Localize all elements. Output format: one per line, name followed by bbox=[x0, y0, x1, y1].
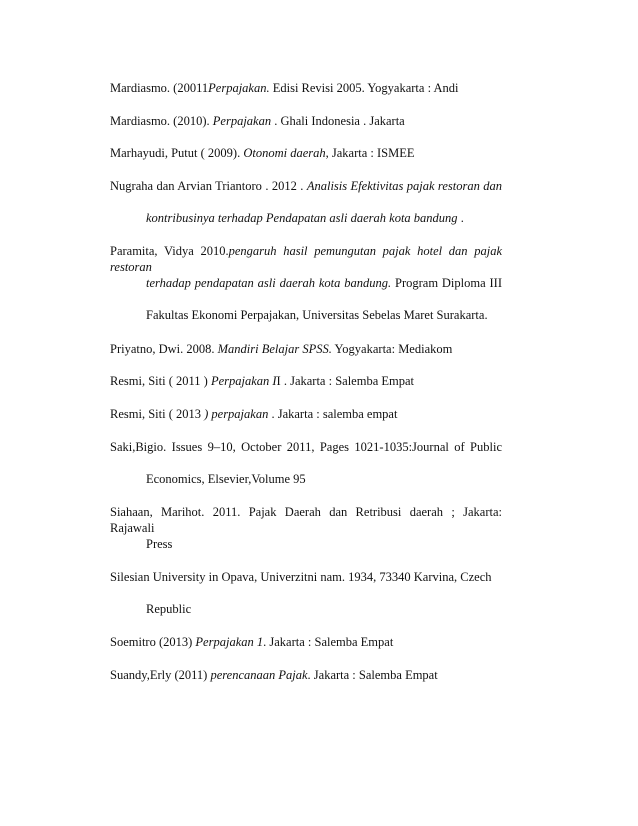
reference-line bbox=[110, 406, 502, 438]
reference-entry bbox=[110, 178, 502, 242]
reference-line bbox=[110, 178, 502, 210]
reference-text: . bbox=[457, 210, 464, 225]
reference-text: . Jakarta : Salemba Empat bbox=[307, 667, 438, 682]
reference-text: Silesian University in Opava, Univerzitni nam. 1934, 73340 Karvina, Czech bbox=[110, 570, 492, 584]
reference-entry bbox=[110, 80, 502, 112]
reference-line bbox=[110, 113, 502, 145]
reference-text: Press bbox=[146, 536, 173, 551]
reference-text: . Ghali Indonesia . Jakarta bbox=[271, 113, 405, 128]
reference-line bbox=[110, 569, 502, 601]
reference-text: Resmi, Siti ( 2011 ) bbox=[110, 374, 211, 389]
reference-entry bbox=[110, 243, 502, 339]
reference-text: Republic bbox=[146, 602, 192, 616]
reference-continuation-line bbox=[110, 210, 502, 242]
reference-text: Saki,Bigio. Issues 9–10, October 2011, Pages 1021-1035:Journal of Public bbox=[110, 439, 502, 454]
reference-text: . Jakarta : Salemba Empat bbox=[263, 635, 394, 650]
reference-entry bbox=[110, 569, 502, 633]
reference-line bbox=[110, 80, 502, 112]
italic-title-text: Perpajakan 1 bbox=[195, 635, 264, 650]
reference-text: Nugraha dan Arvian Triantoro . 2012 . bbox=[110, 178, 307, 193]
reference-text: Fakultas Ekonomi Perpajakan, Universitas Sebelas Maret Surakarta. bbox=[146, 308, 488, 322]
reference-entry bbox=[110, 113, 502, 145]
reference-text: Edisi Revisi 2005. Yogyakarta : Andi bbox=[269, 81, 459, 95]
italic-title-text: Perpajakan I bbox=[210, 374, 277, 389]
reference-line bbox=[110, 634, 502, 666]
reference-line bbox=[110, 243, 502, 275]
reference-entry bbox=[110, 341, 502, 373]
reference-continuation-line bbox=[110, 307, 502, 339]
reference-text: Marhayudi, Putut ( 2009). bbox=[110, 146, 244, 161]
reference-continuation-line bbox=[110, 275, 502, 307]
reference-continuation-line bbox=[110, 536, 502, 568]
italic-title-text: Otonomi daerah bbox=[243, 146, 326, 161]
reference-text: . Jakarta : salemba empat bbox=[268, 407, 398, 421]
italic-title-text: terhadap pendapatan asli daerah kota bandung. bbox=[146, 276, 392, 290]
reference-line bbox=[110, 439, 502, 471]
reference-text: Paramita, Vidya 2010. bbox=[110, 244, 229, 258]
reference-entry bbox=[110, 439, 502, 503]
reference-text: Yogyakarta: Mediakom bbox=[331, 341, 453, 356]
reference-text: Mardiasmo. (20011 bbox=[110, 81, 209, 95]
reference-entry bbox=[110, 406, 502, 438]
italic-title-text: kontribusinya terhadap Pendapatan asli daerah kota bandung bbox=[146, 210, 458, 225]
reference-entry bbox=[110, 145, 502, 177]
reference-text: I . Jakarta : Salemba Empat bbox=[276, 374, 414, 389]
italic-title-text: perencanaan Pajak bbox=[210, 667, 308, 682]
reference-line bbox=[110, 373, 502, 405]
reference-entry bbox=[110, 373, 502, 405]
reference-text: Resmi, Siti ( 2013 bbox=[110, 407, 205, 421]
reference-line bbox=[110, 504, 502, 536]
reference-continuation-line bbox=[110, 601, 502, 633]
reference-entry bbox=[110, 667, 502, 699]
reference-text: Program Diploma III bbox=[391, 276, 502, 290]
italic-title-text: Mandiri Belajar SPSS. bbox=[217, 341, 332, 356]
reference-text: Mardiasmo. (2010). bbox=[110, 113, 213, 128]
italic-title-text: Analisis Efektivitas pajak restoran dan bbox=[306, 178, 502, 193]
reference-text: Priyatno, Dwi. 2008. bbox=[110, 341, 218, 356]
reference-text: Suandy,Erly (2011) bbox=[110, 667, 211, 682]
reference-line bbox=[110, 145, 502, 177]
reference-text: Economics, Elsevier,Volume 95 bbox=[146, 471, 306, 486]
italic-title-text: ) perpajakan bbox=[204, 407, 269, 421]
reference-entry bbox=[110, 634, 502, 666]
italic-title-text: Perpajakan bbox=[212, 113, 272, 128]
reference-entry bbox=[110, 504, 502, 568]
reference-text: Soemitro (2013) bbox=[110, 635, 196, 650]
reference-line bbox=[110, 341, 502, 373]
reference-text: , Jakarta : ISMEE bbox=[325, 146, 415, 161]
italic-title-text: Perpajakan. bbox=[208, 81, 270, 95]
reference-continuation-line bbox=[110, 471, 502, 503]
reference-line bbox=[110, 667, 502, 699]
reference-text: Siahaan, Marihot. 2011. Pajak Daerah dan Retribusi daerah ; Jakarta: Rajawali bbox=[110, 504, 502, 535]
italic-title-text: pengaruh hasil pemungutan pajak hotel dan pajak restoran bbox=[110, 244, 502, 274]
